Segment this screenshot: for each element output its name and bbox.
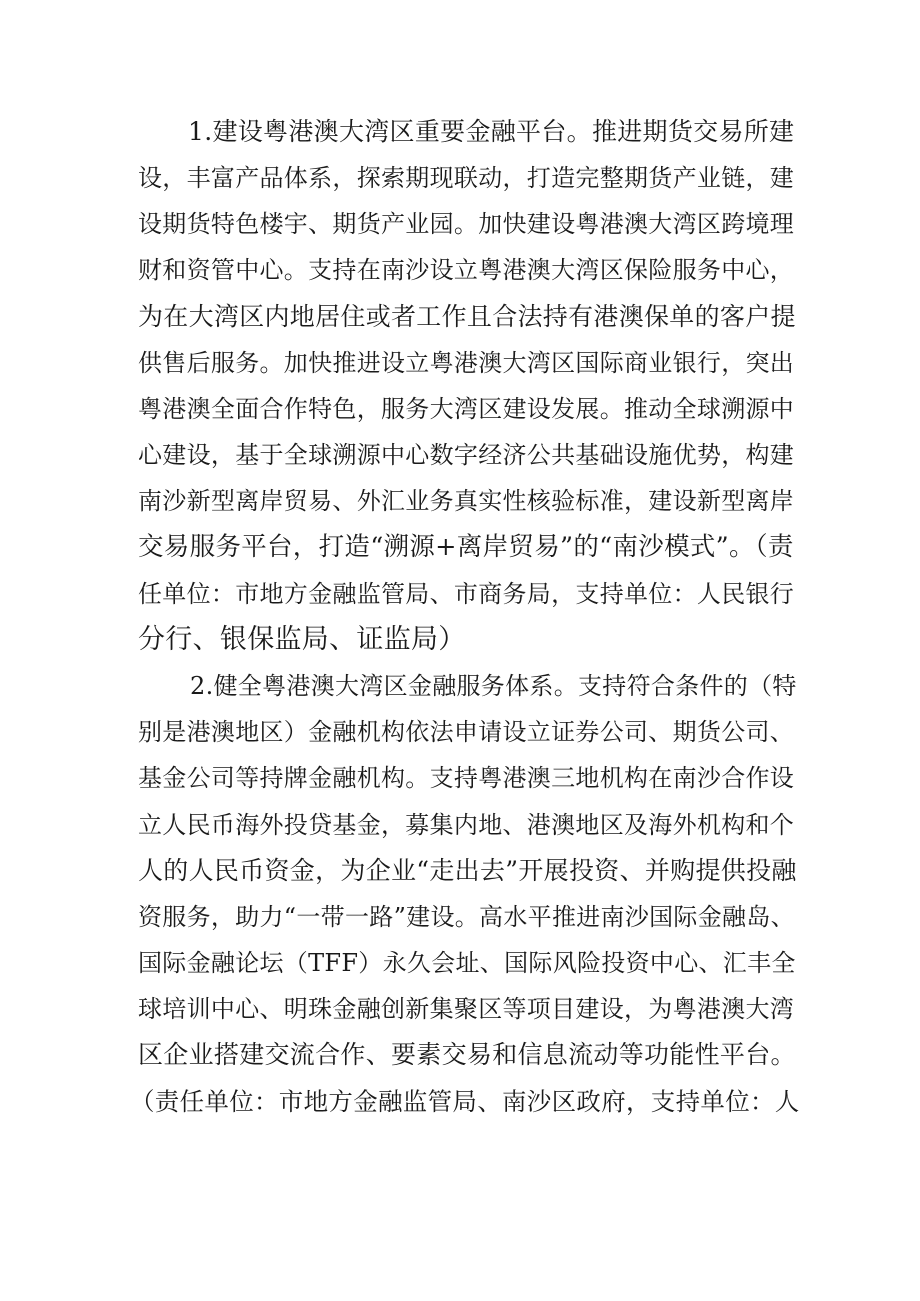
text-line-16: 立人民币海外投贷基金，募集内地、港澳地区及海外机构和个	[138, 811, 795, 839]
text-line-2: 设，丰富产品体系，探索期现联动，打造完整期货产业链，建	[138, 164, 795, 192]
text-line-21: 区企业搭建交流合作、要素交易和信息流动等功能性平台。	[138, 1040, 796, 1069]
text-line-8: 心建设，基于全球溯源中心数字经济公共基础设施优势，构建	[138, 441, 795, 469]
text-line-11: 任单位：市地方金融监管局、市商务局，支持单位：人民银行	[138, 580, 795, 608]
text-line-7: 粤港澳全面合作特色，服务大湾区建设发展。推动全球溯源中	[138, 395, 795, 423]
text-line-17: 人的人民币资金，为企业“走出去”开展投资、并购提供投融	[138, 856, 797, 885]
text-line-3: 设期货特色楼宇、期货产业园。加快建设粤港澳大湾区跨境理	[138, 210, 795, 238]
text-line-15: 基金公司等持牌金融机构。支持粤港澳三地机构在南沙合作设	[138, 764, 795, 792]
text-line-19: 国际金融论坛（TFF）永久会址、国际风险投资中心、汇丰全	[138, 949, 796, 977]
text-line-6: 供售后服务。加快推进设立粤港澳大湾区国际商业银行，突出	[138, 349, 795, 377]
text-line-14: 别是港澳地区）金融机构依法申请设立证券公司、期货公司、	[138, 718, 795, 746]
text-line-20: 球培训中心、明珠金融创新集聚区等项目建设，为粤港澳大湾	[138, 995, 795, 1023]
text-line-1: 1.建设粤港澳大湾区重要金融平台。推进期货交易所建	[188, 117, 795, 146]
text-line-4: 财和资管中心。支持在南沙设立粤港澳大湾区保险服务中心，	[138, 256, 795, 284]
text-line-5: 为在大湾区内地居住或者工作且合法持有港澳保单的客户提	[138, 302, 796, 331]
text-line-13: 2.健全粤港澳大湾区金融服务体系。支持符合条件的（特	[190, 672, 797, 700]
text-line-9: 南沙新型离岸贸易、外汇业务真实性核验标准，建设新型离岸	[138, 487, 795, 515]
text-line-18: 资服务，助力“一带一路”建设。高水平推进南沙国际金融岛、	[138, 903, 795, 931]
text-line-10: 交易服务平台，打造“溯源+离岸贸易”的“南沙模式”。（责	[138, 532, 794, 562]
text-line-12: 分行、银保监局、证监局）	[138, 624, 466, 655]
text-line-22: （责任单位：市地方金融监管局、南沙区政府，支持单位：人	[130, 1087, 800, 1116]
